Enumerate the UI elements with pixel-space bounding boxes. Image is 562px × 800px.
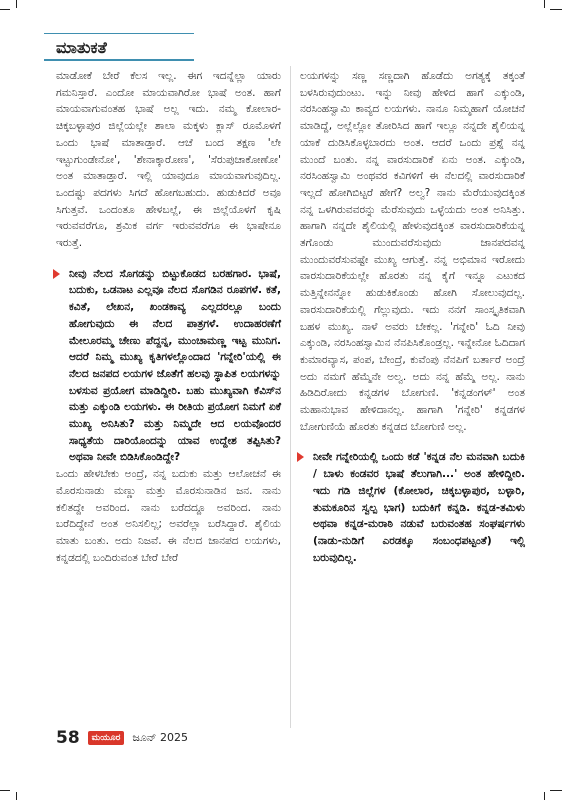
question-1 xyxy=(56,266,281,466)
issue-date: ಜೂನ್ 2025 xyxy=(132,731,188,744)
column-divider xyxy=(290,66,291,728)
page-footer xyxy=(56,728,188,748)
crop-mark-tl-h xyxy=(0,9,10,10)
question-2 xyxy=(300,449,525,566)
left-column xyxy=(56,68,281,566)
page-number: 58 xyxy=(56,728,80,748)
title-underline xyxy=(44,59,194,61)
crop-mark-br-v xyxy=(544,792,545,800)
right-paragraph-1: ಲಯಗಳನ್ನು ಸಣ್ಣ ಸಣ್ಣದಾಗಿ ಹೊಡೆದು ಅಗತ್ಯಕ್ಕೆ ತಕ್ಕಂತೆ ಬಳಸಿರುವುದುಂಟು. ಇನ್ನು ನೀವು ಹೇಳಿದ ಹಾಗೆ ಎಕ್ಕುಂಡಿ, ನರಸಿಂಹಸ್ವಾಮಿ ಕಾವ್ಯದ ಲಯಗಳು. ನಾನೂ ನಿಮ್ಮಹಾಗೆ ಯೋಚನೆ ಮಾಡಿದ್ದೆ, ಅಲ್ಲೆಲ್ಲೋ ತೋರಿಸಿದ ಹಾಗೆ ಇಲ್ಲೂ ನನ್ನದೇ ಶೈಲಿಯನ್ನ ಯಾಕೆ ದುಡಿಸಿಕೊಳ್ಳಬಾರದು ಅಂತ. ಆದರೆ ಒಂದು ಪ್ರಶ್ನೆ ನನ್ನ ಮುಂದೆ ಬಂತು. ನನ್ನ ವಾರಸುದಾರಿಕೆ ಏನು ಅಂತ. ಎಕ್ಕುಂಡಿ, ನರಸಿಂಹಸ್ವಾಮಿ ಅಂಥವರ ಕವಿಗಳಿಗೆ ಈ ನೆಲದಲ್ಲಿ ವಾರಸುದಾರಿಕೆ ಇಲ್ಲದೆ ಹೋಗಿಬಿಟ್ಟರೆ ಹೇಗೆ? ಅಲ್ವ? ನಾನು ಮೆರೆಯುವುದಕ್ಕಿಂತ ನನ್ನ ಒಳಗಿರುವವರನ್ನು ಮೆರೆಸುವುದು ಒಳ್ಳೆಯದು ಅಂತ ಅನಿಸಿತ್ತು. ಹಾಗಾಗಿ ನನ್ನದೇ ಶೈಲಿಯಲ್ಲಿ ಹೇಳುವುದಕ್ಕಿಂತ ವಾರಸುದಾರಿಕೆಯನ್ನ ತಗೊಂಡು ಮುಂದುವರೆಸುವುದು ಜಾನಪದವನ್ನ ಮುಂದುವರೆಸುವಷ್ಟೇ ಮುಖ್ಯ ಆಗುತ್ತೆ. ನನ್ನ ಅಭಿಮಾನ ಇರೋದು ವಾರಸುದಾರಿಕೆಯಲ್ಲೇ ಹೊರತು ನನ್ನ ಕೈಗೆ ಇನ್ನೂ ಎಟುಕದ ಮತ್ತಿನ್ನೇನನ್ನೋ ಹುಡುಕಿಕೊಂಡು ಹೋಗಿ ಸೋಲುವುದಲ್ಲ. ವಾರಸುದಾರಿಕೆಯಲ್ಲಿ ಗೆಲ್ಲುವುದು. ಇದು ನನಗೆ ಸಾಂಸ್ಕೃತಿಕವಾಗಿ ಬಹಳ ಮುಖ್ಯ. ನಾಳೆ ಅವರು ಬೇಕಲ್ಲ. 'ಗನ್ನೇರಿ' ಓದಿ ನೀವು ಎಕ್ಕುಂಡಿ, ನರಸಿಂಹಸ್ವಾಮಿನ ನೆನಪಿಸಿಕೊಂಡ್ರಲ್ಲ. ಇನ್ನೇನೋ ಓದಿದಾಗ ಕುಮಾರವ್ಯಾಸ, ಪಂಪ, ಬೇಂದ್ರೆ, ಕುವೆಂಪು ನೆನಪಿಗೆ ಬರ್ತಾರೆ ಅಂದ್ರೆ ಅದು ನಮಗೆ ಹೆಮ್ಮೆನೇ ಅಲ್ವ. ಅದು ನನ್ನ ಹೆಮ್ಮೆ ಅಲ್ಲ. ನಾನು ಹಿಡಿದಿರೋದು ಕನ್ನಡಗಳ ಬೋಗುಣಿ. 'ಕನ್ನಡಂಗಳ್' ಅಂತ ಮಹಾನುಭಾವ ಹೇಳಿದಾನಲ್ಲ. ಹಾಗಾಗಿ 'ಗನ್ನೇರಿ' ಕನ್ನಡಗಳ ಬೋಗುಣಿಯೆ ಹೊರತು ಕನ್ನಡದ ಬೋಗುಣಿ ಅಲ್ಲ. xyxy=(300,70,525,433)
crop-mark-bl-h xyxy=(0,790,10,791)
crop-mark-bl-v xyxy=(16,792,17,800)
bullet-triangle-icon xyxy=(53,269,60,279)
right-column xyxy=(300,68,525,566)
crop-mark-br-h xyxy=(550,790,562,791)
section-title: ಮಾತುಕತೆ xyxy=(56,38,107,57)
crop-mark-tr-h xyxy=(550,9,562,10)
crop-mark-tr-v xyxy=(544,0,545,8)
left-paragraph-2: ಒಂದು ಹೇಳಬೇಕು ಅಂದ್ರೆ, ನನ್ನ ಬದುಕು ಮತ್ತು ಆಲೋಚನೆ ಈ ಮೊರಸುನಾಡು ಮಣ್ಣು ಮತ್ತು ಮೊರಸುನಾಡಿನ ಜನ. ನಾನು ಕಲಿತದ್ದೇ ಅವರಿಂದ. ನಾನು ಬರೆದದ್ದೂ ಅವರಿಂದ. ನಾನು ಬರೆದಿದ್ದೇನೆ ಅಂತ ಅನಿಸಲಿಲ್ಲ; ಅವರೆಲ್ಲಾ ಬರೆಸಿದ್ದಾರೆ. ಶೈಲಿಯ ಮಾತು ಬಂತು. ಅದು ನಿಜವೆ. ಈ ನೆಲದ ಜಾನಪದ ಲಯಗಳು, ಕನ್ನಡದಲ್ಲಿ ಬಂದಿರುವಂತ ಬೇರೆ ಬೇರೆ xyxy=(56,468,281,564)
left-paragraph-1: ಮಾಡೋಕೆ ಬೇರೆ ಕೆಲಸ ಇಲ್ಲ. ಈಗ ಇದನ್ನೆಲ್ಲಾ ಯಾರು ಗಮನಿಸ್ತಾರೆ. ಎಂದೋ ಮಾಯವಾಗಿರೋ ಭಾಷೆ ಅಂತ. ಹಾಗೆ ಮಾಯವಾಗುವಂತಹ ಭಾಷೆ ಅಲ್ಲ ಇದು. ನಮ್ಮ ಕೋಲಾರ-ಚಿಕ್ಕಬಳ್ಳಾಪುರ ಜಿಲ್ಲೆಯಲ್ಲೇ ಶಾಲಾ ಮಕ್ಕಳು ಕ್ಲಾಸ್ ರೂಮೊಳಗೆ ಒಂದು ಭಾಷೆ ಮಾತಾಡ್ತಾರೆ. ಆಚೆ ಬಂದ ತಕ್ಷಣ 'ಲೇ ಇಟ್ಟುಗುಂಡೇನೋ', 'ಶೇನಾಕ್ಕಾರೋಣ', 'ಸೆರುಪುಚಾಕೋಣೋ' ಅಂತ ಮಾತಾಡ್ತಾರೆ. ಇಲ್ಲಿ ಯಾವುದೂ ಮಾಯವಾಗುವುದಿಲ್ಲ. ಒಂದಷ್ಟು ಪದಗಳು ಸಿಗದೆ ಹೋಗಬಹುದು. ಹುಡುಕಿದರೆ ಅವೂ ಸಿಗುತ್ತವೆ. ಒಂದಂತೂ ಹೇಳಬಲ್ಲೆ, ಈ ಜಿಲ್ಲೆಯೊಳಗೆ ಕೃಷಿ ಇರುವವರೆಗೂ, ಶ್ರಮಿಕ ವರ್ಗ ಇರುವವರೆಗೂ ಈ ಭಾಷೇನೂ ಇರುತ್ತೆ. xyxy=(56,70,281,250)
question-2-text: ನೀವೇ ಗನ್ನೇರಿಯಲ್ಲಿ ಒಂದು ಕಡೆ 'ಕನ್ನಡ ನೆಲ ಮನವಾಗಿ ಬದುಕಿ / ಬಾಳು ಕಂಡವರ ಭಾಷೆ ತೆಲುಗಾಗಿ...' ಅಂತ ಹೇಳಿದ್ದೀರಿ. ಇದು ಗಡಿ ಜಿಲ್ಲೆಗಳ (ಕೋಲಾರ, ಚಿಕ್ಕಬಳ್ಳಾಪುರ, ಬಳ್ಳಾರಿ, ತುಮಕೂರಿನ ಸ್ವಲ್ಪ ಭಾಗ) ಬದುಕಿಗೆ ಕನ್ನಡಿ. ಕನ್ನಡ-ತಮಿಳು ಅಥವಾ ಕನ್ನಡ-ಮರಾಠಿ ನಡುವೆ ಬರುವಂತಹ ಸಂಘರ್ಷಗಳು (ನಾಡು-ನುಡಿಗೆ ಎರಡಕ್ಕೂ ಸಂಬಂಧಪಟ್ಟಂತೆ) ಇಲ್ಲಿ ಬರುವುದಿಲ್ಲ. xyxy=(313,451,525,564)
question-1-text: ನೀವು ನೆಲದ ಸೊಗಡನ್ನು ಬಿಟ್ಟುಕೊಡದ ಬರಹಗಾರ. ಭಾಷೆ, ಬದುಕು, ಒಡನಾಟ ಎಲ್ಲವೂ ನೆಲದ ಸೊಗಡಿನ ರೂಪಗಳೆ. ಕತೆ, ಕವಿತೆ, ಲೇಖನ, ಖಂಡಕಾವ್ಯ ಎಲ್ಲದರಲ್ಲೂ ಬಂದು ಹೋಗುವುದು ಈ ನೆಲದ ಪಾತ್ರಗಳೆ. ಉದಾಹರಣೆಗೆ ಮೇಲೂರಮ್ಮ ಚೇಣು ಪೆದ್ದನ್ನ, ಮುಂಚಾಮಣ್ಣ ಇಟ್ಟ ಮುನಿಗ. ಆದರೆ ನಿಮ್ಮ ಮುಖ್ಯ ಕೃತಿಗಳಲ್ಲೊಂದಾದ 'ಗನ್ನೇರಿ'ಯಲ್ಲಿ ಈ ನೆಲದ ಜನಪದ ಲಯಗಳ ಜೊತೆಗೆ ಹಲವು ಸ್ಥಾಪಿತ ಲಯಗಳನ್ನು ಬಳಸುವ ಪ್ರಯೋಗ ಮಾಡಿದ್ದೀರಿ. ಬಹು ಮುಖ್ಯವಾಗಿ ಕೆವಿಸ್‌ನ ಮತ್ತು ಎಕ್ಕುಂಡಿ ಲಯಗಳು. ಈ ರೀತಿಯ ಪ್ರಯೋಗ ನಿಮಗೆ ಏಕೆ ಮುಖ್ಯ ಅನಿಸಿತು? ಮತ್ತು ನಿಮ್ಮದೇ ಆದ ಲಯವೊಂದರ ಸಾಧ್ಯತೆಯ ದಾರಿಯೊಂದನ್ನು ಯಾವ ಉದ್ದೇಶ ತಪ್ಪಿಸಿತು? ಅಥವಾ ನೀವೇ ಬಿಡಿಸಿಕೊಂಡಿದ್ದೇ? xyxy=(69,267,281,464)
bullet-triangle-icon xyxy=(297,452,304,462)
crop-mark-tl-v xyxy=(16,0,17,8)
magazine-logo: ಮಯೂರ xyxy=(88,731,125,745)
